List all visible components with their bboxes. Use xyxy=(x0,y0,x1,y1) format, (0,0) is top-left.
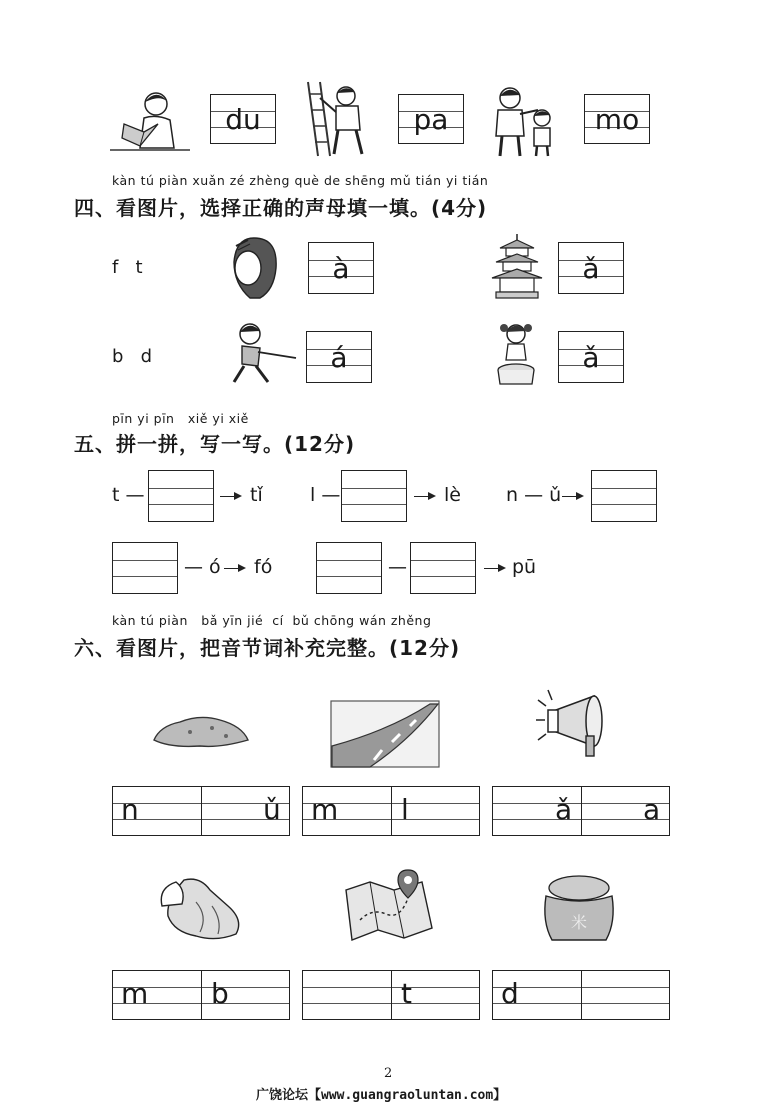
write-box-6 xyxy=(410,542,476,594)
word-box-right: l xyxy=(401,793,409,826)
arrow-5 xyxy=(484,568,504,569)
pinyin-box-a4 xyxy=(308,242,374,294)
options-f-t: f t xyxy=(112,257,143,278)
spell-suffix-o: — ó xyxy=(184,556,221,578)
spell-result-pu: pū xyxy=(512,556,537,578)
map-illustration xyxy=(342,868,436,944)
pinyin-text: ǎ xyxy=(582,251,600,285)
pinyin-text: à xyxy=(332,251,350,285)
write-box-4 xyxy=(112,542,178,594)
girl-drum-illustration xyxy=(494,322,538,388)
word-box-right: a xyxy=(643,793,661,826)
footer-site-link[interactable]: 广饶论坛【www.guangraoluntan.com】 xyxy=(256,1088,507,1103)
arrow-3 xyxy=(562,496,582,497)
pinyin-text: ǎ xyxy=(582,340,600,374)
pinyin-text: á xyxy=(330,340,348,374)
word-box-right: t xyxy=(401,977,412,1010)
megaphone-illustration xyxy=(534,688,620,760)
options-b-d: b d xyxy=(112,346,153,367)
boy-reading-illustration xyxy=(110,88,190,152)
climbing-ladder-illustration xyxy=(300,82,376,156)
arrow-1 xyxy=(220,496,240,497)
write-box-3 xyxy=(591,470,657,522)
rice-bag-character: 米 xyxy=(570,913,588,932)
write-box-2 xyxy=(341,470,407,522)
section-six-pinyin: kàn tú piàn bǎ yīn jié cí bǔ chōng wán zhěng xyxy=(112,613,432,628)
word-box-a xyxy=(492,786,670,836)
word-box-d xyxy=(492,970,670,1020)
spell-prefix-n-u: n — ǔ xyxy=(506,484,562,506)
pinyin-box-a2 xyxy=(306,331,372,383)
word-box-left: ǎ xyxy=(555,793,573,826)
road-illustration xyxy=(330,700,440,768)
page-number: 2 xyxy=(384,1066,393,1081)
rice-bag-illustration xyxy=(540,872,618,944)
pinyin-text: du xyxy=(225,102,261,136)
spell-mid-dash: — xyxy=(388,556,407,578)
word-box-t xyxy=(302,970,480,1020)
spell-result-fo: fó xyxy=(254,556,273,578)
section-four-title: 四、看图片，选择正确的声母填一填。(4分) xyxy=(74,196,488,220)
spell-result-le: lè xyxy=(444,484,461,506)
word-box-ml xyxy=(302,786,480,836)
spell-prefix-t: t — xyxy=(112,484,145,506)
touching-head-illustration xyxy=(490,86,560,156)
spell-result-ti: tǐ xyxy=(250,484,263,506)
pinyin-box-pa xyxy=(398,94,464,144)
word-box-right: ǔ xyxy=(263,793,281,826)
write-box-5 xyxy=(316,542,382,594)
handkerchief-hand-illustration xyxy=(156,876,248,942)
word-box-left: d xyxy=(501,977,519,1010)
pinyin-text: pa xyxy=(413,102,449,136)
arrow-2 xyxy=(414,496,434,497)
word-box-left: n xyxy=(121,793,139,826)
section-five-title: 五、拼一拼，写一写。(12分) xyxy=(74,432,356,456)
write-box-1 xyxy=(148,470,214,522)
word-box-right: b xyxy=(211,977,229,1010)
spell-prefix-l: l — xyxy=(310,484,341,506)
pinyin-box-mo xyxy=(584,94,650,144)
word-box-nu xyxy=(112,786,290,836)
word-box-left: m xyxy=(121,977,149,1010)
pinyin-box-a3-top xyxy=(558,242,624,294)
tug-rope-illustration xyxy=(228,322,298,388)
pinyin-box-a3-bottom xyxy=(558,331,624,383)
section-four-pinyin: kàn tú piàn xuǎn zé zhèng què de shēng mǔ tián yi tián xyxy=(112,173,489,188)
pinyin-text: mo xyxy=(594,102,640,136)
girl-hair-illustration xyxy=(228,234,280,300)
dirt-mound-illustration xyxy=(150,712,250,750)
section-six-title: 六、看图片，把音节词补充完整。(12分) xyxy=(74,636,461,660)
pinyin-box-du xyxy=(210,94,276,144)
pagoda-illustration xyxy=(490,234,544,302)
arrow-4 xyxy=(224,568,244,569)
section-five-pinyin: pīn yi pīn xiě yi xiě xyxy=(112,411,249,426)
word-box-left: m xyxy=(311,793,339,826)
word-box-mb xyxy=(112,970,290,1020)
